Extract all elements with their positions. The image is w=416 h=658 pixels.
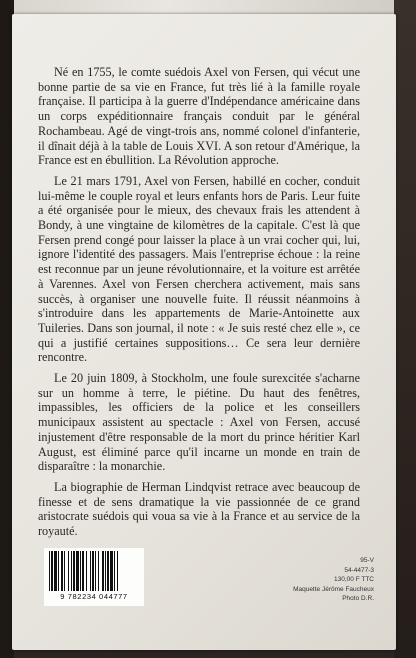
barcode-number: 9 782234 044777 bbox=[60, 592, 128, 601]
barcode-bar bbox=[107, 551, 109, 591]
barcode-bar bbox=[102, 551, 104, 591]
back-meta bbox=[293, 556, 374, 604]
barcode-bar bbox=[86, 551, 87, 591]
barcode-bar bbox=[82, 551, 84, 591]
blurb-paragraph-2: Le 21 mars 1791, Axel von Fersen, habillé en cocher, conduit lui-même le couple royal et leurs enfants hors de Paris. Leur fuite a été organisée pour le mieux, des chevaux frais les attendent à Bondy, à une vingtaine de kilomètres de la capitale. C'est là que Fersen prend congé pour laisser la place à un vrai cocher qui, lui, ignore l'identité des passagers. Mais l'entreprise échoue : la reine est reconnue par un jeune révolutionnaire, et la voiture est arrêtée à Varennes. Axel von Fersen cherchera activement, mais sans succès, à organiser une nouvelle fuite. Il réussit néanmoins à s'introduire dans les appartements de Marie-Antoinette aux Tuileries. Dans son journal, il note : « Je suis resté chez elle », ce qui a justifié certaines suppositions… Ce sera leur dernière rencontre. bbox=[38, 173, 360, 365]
barcode-bar bbox=[110, 551, 113, 591]
barcode-bars bbox=[48, 551, 140, 591]
blurb-paragraph-4: La biographie de Herman Lindqvist retrace avec beaucoup de finesse et de sens dramatique la vie passionnée de ce grand aristocrate suédois qui voua sa vie à la France et au service de la royauté. bbox=[38, 479, 360, 539]
barcode-bar bbox=[90, 551, 91, 591]
barcode-bar bbox=[80, 551, 81, 591]
meta-photo: Photo D.R. bbox=[342, 595, 374, 602]
barcode-bar bbox=[49, 551, 50, 591]
barcode-bar bbox=[76, 551, 79, 591]
barcode-bar bbox=[105, 551, 106, 591]
meta-design: Maquette Jérôme Faucheux bbox=[293, 585, 374, 593]
blurb-text bbox=[38, 65, 360, 545]
barcode-bar bbox=[98, 551, 99, 591]
meta-isbn: 54-4477-3 bbox=[344, 566, 374, 574]
blurb-paragraph-1: Né en 1755, le comte suédois Axel von Fersen, qui vécut une bonne partie de sa vie en France, fut très lié à la famille royale française. Il participa à la guerre d'Indépendance américaine dans un corps expéditionnaire français conduit par le général Rochambeau. Agé de vingt-trois ans, nommé colonel d'infanterie, il dînait déjà à la table de Louis XVI. A son retour d'Amérique, la France est en ébullition. La Révolution approche. bbox=[38, 65, 360, 168]
meta-price: 130,00 F TTC bbox=[334, 576, 374, 583]
barcode-bar bbox=[114, 551, 115, 591]
barcode-bar bbox=[64, 551, 65, 591]
barcode-bar bbox=[61, 551, 63, 591]
meta-code: 95-V bbox=[360, 557, 374, 564]
barcode-bar bbox=[58, 551, 59, 591]
barcode-bar bbox=[71, 551, 72, 591]
barcode-bar bbox=[54, 551, 57, 591]
isbn-barcode bbox=[44, 548, 144, 606]
blurb-paragraph-3: Le 20 juin 1809, à Stockholm, une foule surexcitée s'acharne sur un homme à terre, le piétine. Du haut des fenêtres, impassibles, les officiers de la police et les conseillers municipaux assistent au spectacle : Axel von Fersen, accusé injustement d'être responsable de la mort du prince héritier Karl August, est éliminé parce qu'il incarne un monde en train de disparaître : la monarchie. bbox=[38, 371, 360, 474]
background-right bbox=[394, 0, 416, 658]
barcode-bar bbox=[92, 551, 94, 591]
barcode-bar bbox=[95, 551, 96, 591]
barcode-bar bbox=[51, 551, 53, 591]
barcode-bar bbox=[68, 551, 69, 591]
barcode-bar bbox=[117, 551, 118, 591]
barcode-bar bbox=[73, 551, 75, 591]
